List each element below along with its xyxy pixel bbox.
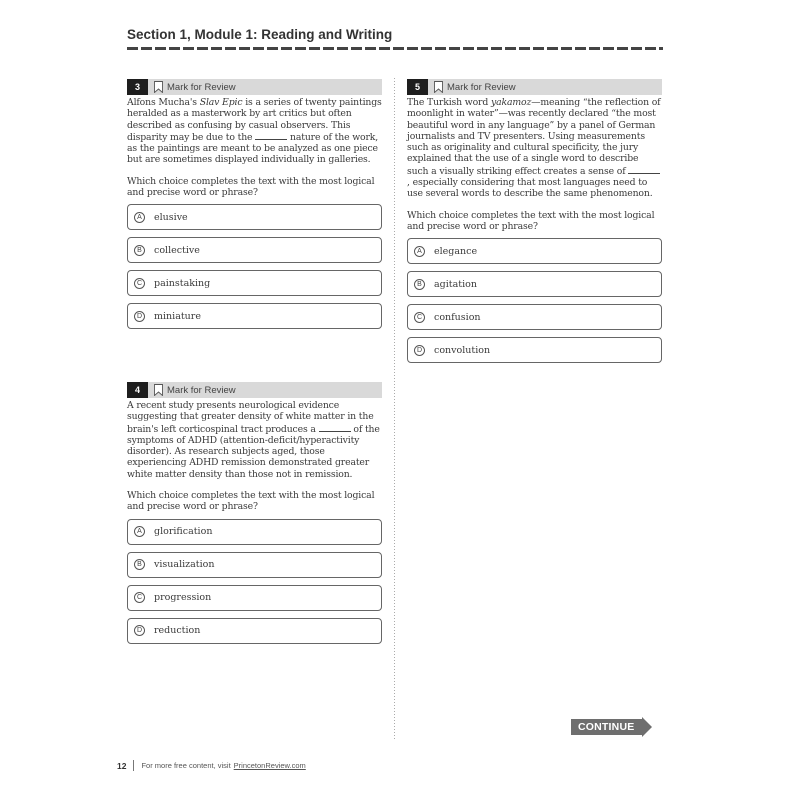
choice-letter-icon: B xyxy=(134,245,145,256)
passage-text: of the symptoms of ADHD (attention-deficit/hyperactivity disorder). As research subjects aged, those experiencing ADHD remission demonstrated greater white matter density than those not in remission. xyxy=(127,423,380,480)
bookmark-icon xyxy=(154,384,163,396)
mark-for-review-button[interactable] xyxy=(434,81,516,93)
choice-text: progression xyxy=(154,592,212,604)
answer-blank xyxy=(628,165,660,174)
arrow-right-icon xyxy=(642,717,652,737)
choice-letter-icon: D xyxy=(134,625,145,636)
footer-separator xyxy=(133,760,134,771)
choice-b[interactable] xyxy=(127,552,382,578)
question-number: 4 xyxy=(127,382,148,398)
mark-for-review-label: Mark for Review xyxy=(167,81,236,93)
passage-text: nature of the work, as the paintings are meant to be analyzed as one piece but are sometimes displayed individually in galleries. xyxy=(127,131,379,166)
choice-text: painstaking xyxy=(154,277,211,289)
answer-choices xyxy=(407,238,662,363)
footer-text: For more free content, visit xyxy=(141,761,231,770)
page-number: 12 xyxy=(117,760,127,771)
choice-text: elusive xyxy=(154,211,188,223)
question-prompt: Which choice completes the text with the most logical and precise word or phrase? xyxy=(127,175,375,199)
page-footer xyxy=(117,760,306,771)
question-5 xyxy=(407,79,662,370)
mark-for-review-label: Mark for Review xyxy=(447,81,516,93)
question-number: 3 xyxy=(127,79,148,95)
column-divider xyxy=(394,78,395,740)
choice-letter-icon: D xyxy=(134,311,145,322)
bookmark-icon xyxy=(434,81,443,93)
question-4 xyxy=(127,382,382,651)
choice-letter-icon: D xyxy=(414,345,425,356)
choice-a[interactable] xyxy=(407,238,662,264)
passage-italic: Slav Epic xyxy=(199,97,243,108)
choice-text: elegance xyxy=(434,245,478,257)
choice-letter-icon: C xyxy=(414,312,425,323)
choice-b[interactable] xyxy=(127,237,382,263)
question-prompt: Which choice completes the text with the most logical and precise word or phrase? xyxy=(127,490,375,513)
choice-a[interactable] xyxy=(127,204,382,230)
choice-c[interactable] xyxy=(407,304,662,330)
mark-for-review-button[interactable] xyxy=(154,81,236,93)
choice-letter-icon: B xyxy=(414,279,425,290)
choice-text: agitation xyxy=(434,278,477,290)
choice-c[interactable] xyxy=(127,585,382,611)
choice-letter-icon: C xyxy=(134,278,145,289)
choice-text: convolution xyxy=(434,344,491,356)
answer-choices xyxy=(127,519,382,644)
question-header xyxy=(407,79,662,95)
answer-blank xyxy=(319,423,351,432)
question-passage xyxy=(127,400,382,480)
choice-text: miniature xyxy=(154,310,201,322)
choice-d[interactable] xyxy=(127,303,382,329)
choice-text: reduction xyxy=(154,625,201,637)
passage-text: The Turkish word xyxy=(407,97,491,108)
answer-blank xyxy=(255,131,287,140)
question-passage xyxy=(407,97,662,200)
passage-text: Alfons Mucha's xyxy=(127,97,200,108)
choice-text: collective xyxy=(154,244,200,256)
choice-d[interactable] xyxy=(127,618,382,644)
choice-d[interactable] xyxy=(407,337,662,363)
princeton-review-link[interactable]: PrincetonReview.com xyxy=(233,761,306,770)
page-title: Section 1, Module 1: Reading and Writing xyxy=(127,27,393,42)
choice-b[interactable] xyxy=(407,271,662,297)
question-header xyxy=(127,79,382,95)
choice-c[interactable] xyxy=(127,270,382,296)
passage-text: , especially considering that most languages need to use several words to describe the same phenomenon. xyxy=(407,177,653,200)
question-3 xyxy=(127,79,382,336)
answer-choices xyxy=(127,204,382,329)
choice-letter-icon: C xyxy=(134,592,145,603)
mark-for-review-button[interactable] xyxy=(154,384,236,396)
question-prompt: Which choice completes the text with the most logical and precise word or phrase? xyxy=(407,209,655,232)
choice-a[interactable] xyxy=(127,519,382,545)
mark-for-review-label: Mark for Review xyxy=(167,384,236,396)
bookmark-icon xyxy=(154,81,163,93)
choice-letter-icon: A xyxy=(134,212,145,223)
choice-text: visualization xyxy=(154,559,215,571)
question-header xyxy=(127,382,382,398)
passage-italic: yakamoz xyxy=(490,97,532,108)
choice-text: glorification xyxy=(154,526,213,538)
question-number: 5 xyxy=(407,79,428,95)
passage-text: A recent study presents neurological evidence suggesting that greater density of white matter in the brain's left corticospinal tract produces a xyxy=(127,400,374,435)
title-divider xyxy=(127,47,663,50)
passage-text: —meaning “the reflection of moonlight in water”—was recently declared “the most beautiful word in any language” by a panel of German journalists and TV presenters. Using measurements such as originality and cultural specificity, the jury explained that the use of a single word to describe such a visually striking effect creates a sense of xyxy=(407,97,661,177)
choice-text: confusion xyxy=(434,311,481,323)
continue-label: CONTINUE xyxy=(571,719,642,735)
choice-letter-icon: A xyxy=(134,526,145,537)
continue-button[interactable] xyxy=(571,717,652,737)
choice-letter-icon: B xyxy=(134,559,145,570)
choice-letter-icon: A xyxy=(414,246,425,257)
question-passage xyxy=(127,97,382,166)
passage-text: is a series of twenty paintings heralded as a masterwork by art critics but often described as confusing by casual observers. This disparity may be due to the xyxy=(127,97,382,143)
